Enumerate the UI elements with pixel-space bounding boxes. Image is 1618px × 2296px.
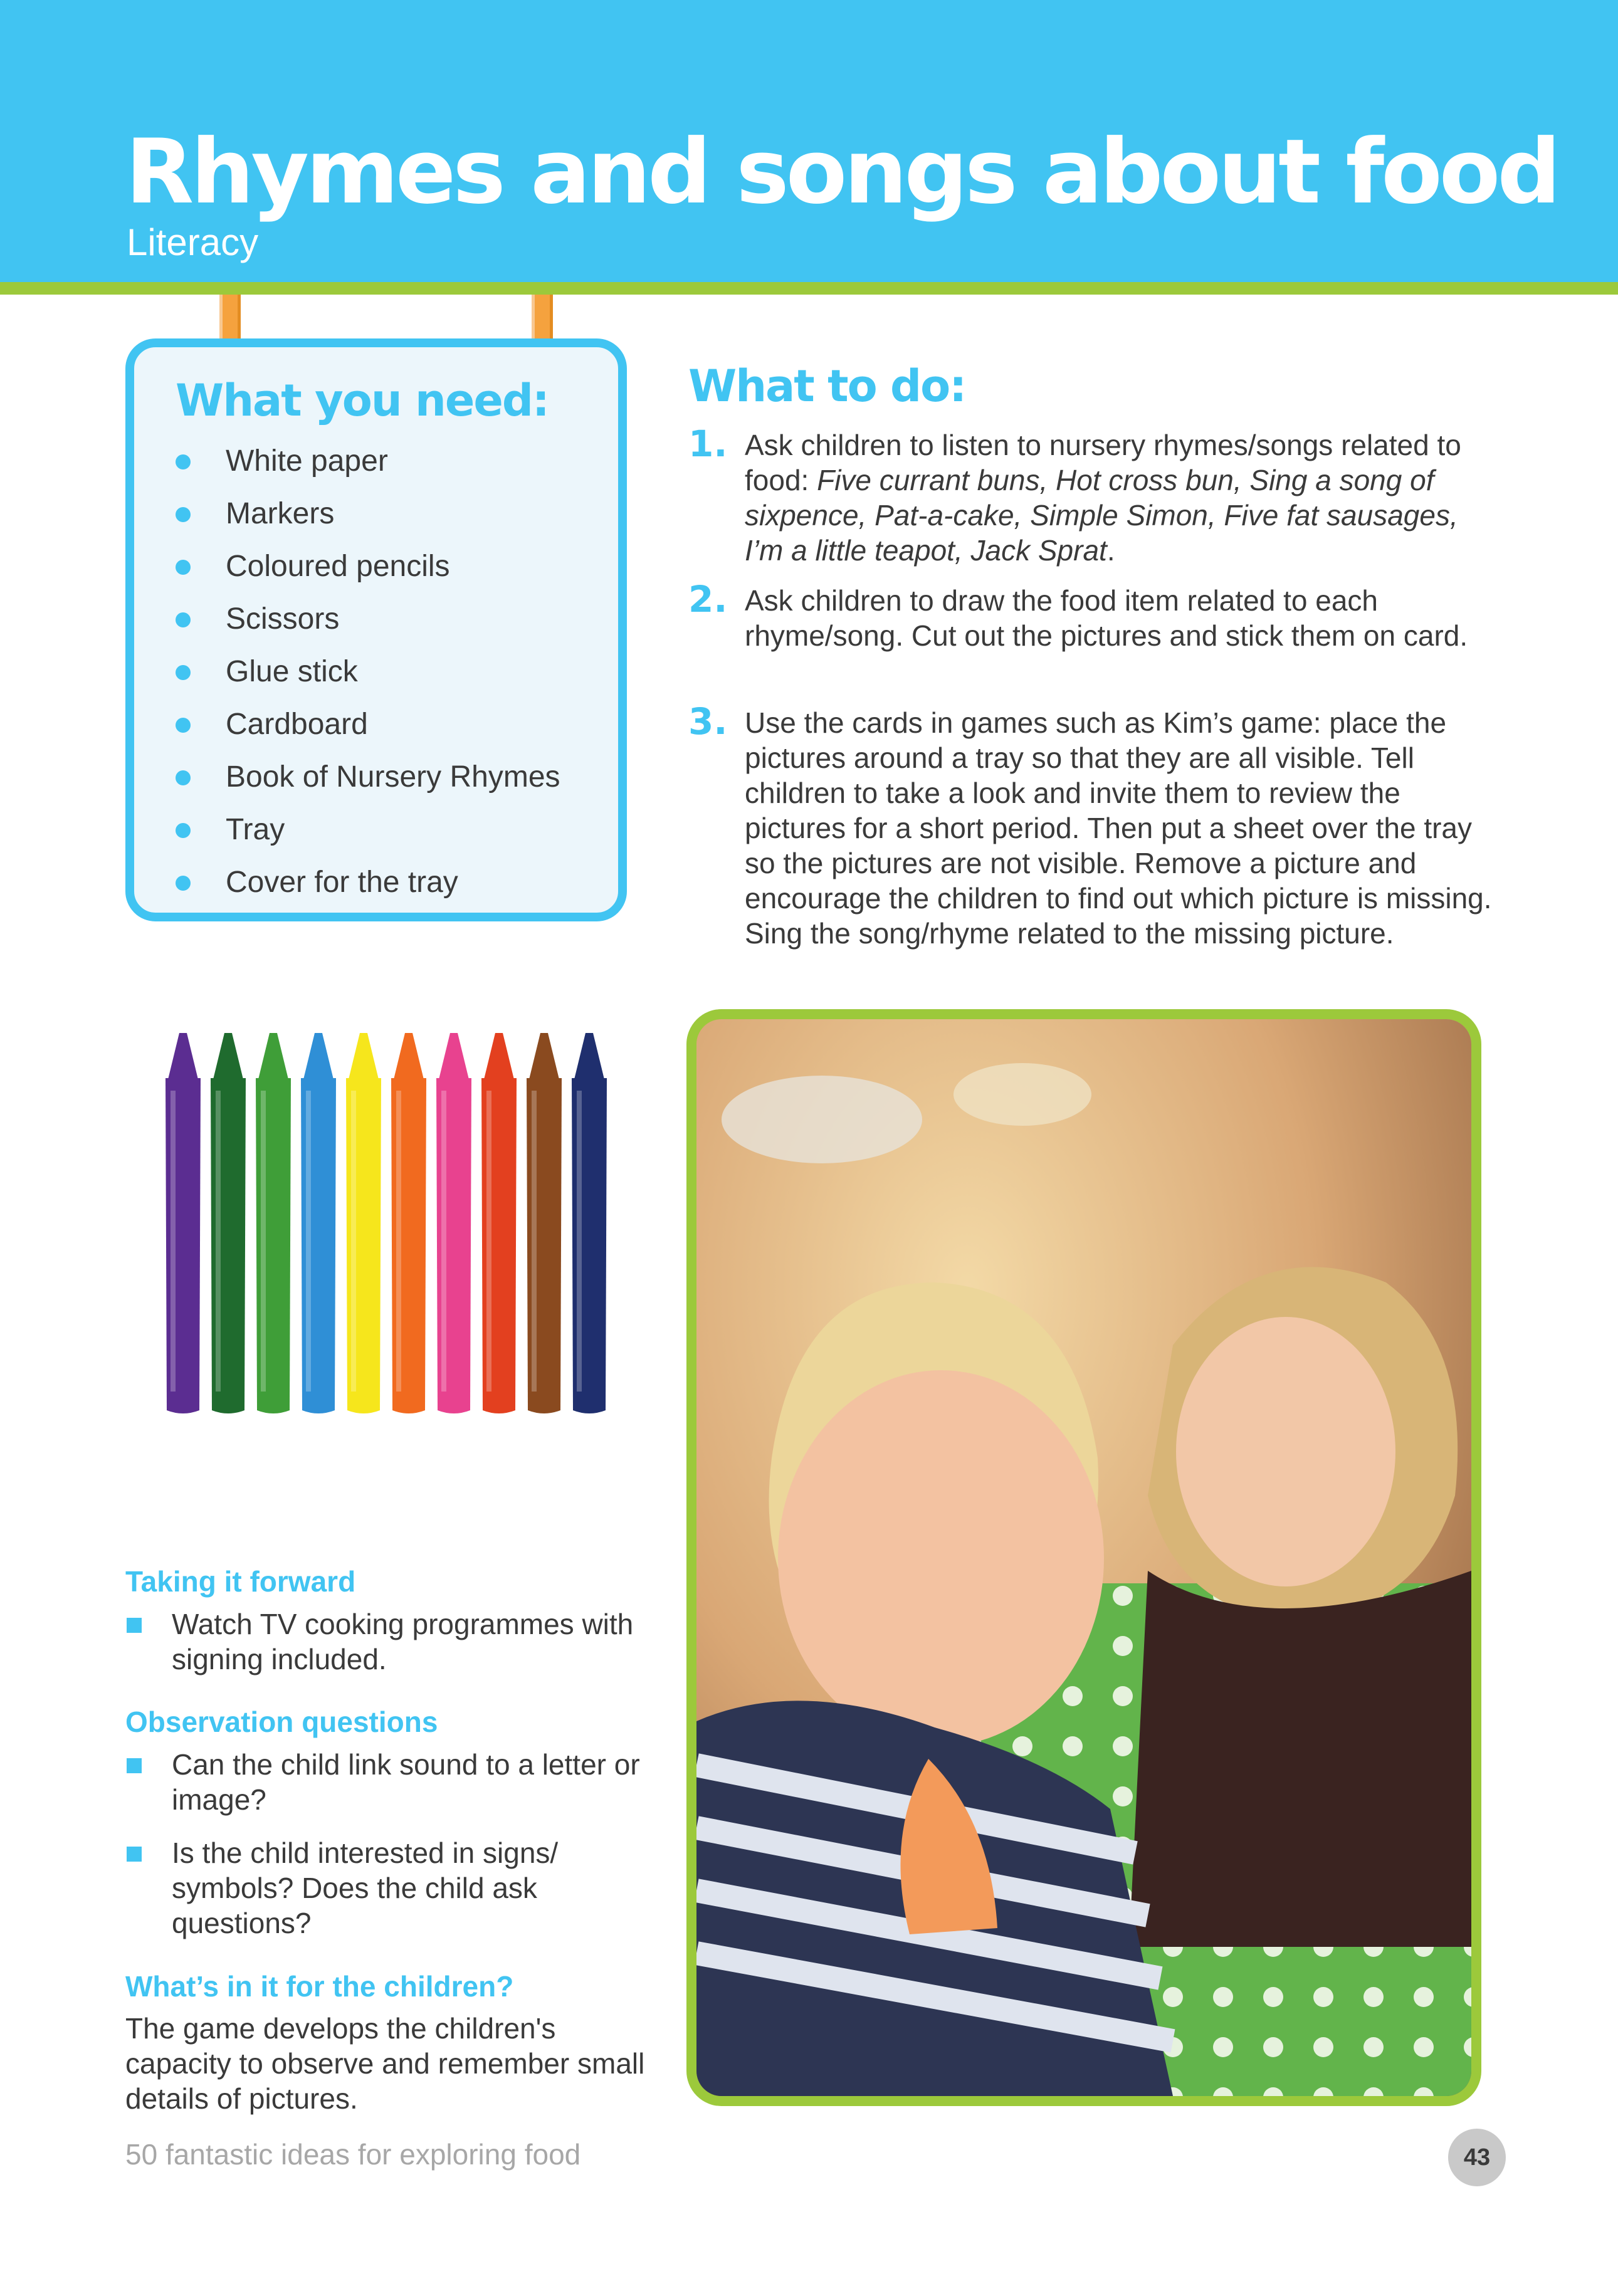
crayon-tip [529, 1033, 559, 1079]
list-item: Tray [176, 804, 560, 856]
crayon-tip [303, 1033, 334, 1079]
page-number-badge: 43 [1448, 2129, 1506, 2186]
crayon-tip [394, 1033, 424, 1079]
crayon-highlight [396, 1091, 401, 1392]
step-3 [688, 700, 1503, 951]
step-number: 3. [688, 700, 728, 743]
taking-it-forward-heading: Taking it forward [125, 1565, 356, 1598]
footer-book-title: 50 fantastic ideas for exploring food [125, 2138, 581, 2171]
crayon-highlight [577, 1091, 582, 1392]
step-number: 1. [688, 422, 728, 465]
bullet-icon [176, 454, 191, 469]
crayon-highlight [306, 1091, 311, 1392]
bullet-icon [176, 718, 191, 733]
what-you-need-heading: What you need: [176, 375, 549, 426]
crayon-tip [574, 1033, 604, 1079]
step-1 [688, 422, 1503, 568]
list-item: Watch TV cooking programmes with signing included. [125, 1607, 646, 1677]
bullet-icon [176, 665, 191, 680]
list-item: Coloured pencils [176, 540, 560, 593]
crayon-highlight [216, 1091, 221, 1392]
photo-illustration [696, 1019, 1471, 2096]
list-item: White paper [176, 435, 560, 488]
list-item: Scissors [176, 593, 560, 646]
crayon-tip [258, 1033, 288, 1079]
bullet-icon [176, 823, 191, 838]
list-item: Book of Nursery Rhymes [176, 751, 560, 804]
crayon-tip [349, 1033, 379, 1079]
bullet-icon [176, 770, 191, 785]
page-title: Rhymes and songs about food [125, 120, 1558, 224]
bullet-icon [176, 876, 191, 891]
page-subtitle: Literacy [127, 221, 259, 263]
what-to-do-heading: What to do: [688, 360, 966, 412]
list-item: Cover for the tray [176, 856, 560, 909]
crayon-tip [168, 1033, 198, 1079]
crayon-highlight [351, 1091, 356, 1392]
observation-questions-heading: Observation questions [125, 1706, 438, 1738]
whats-in-it-text: The game develops the children's capacity to observe and remember small details of pictures. [125, 2012, 645, 2115]
crayon-highlight [171, 1091, 176, 1392]
bullet-icon [176, 507, 191, 522]
list-item: Can the child link sound to a letter or image? [125, 1747, 646, 1817]
header-banner [0, 0, 1618, 282]
list-item: Glue stick [176, 646, 560, 698]
square-bullet-icon [127, 1847, 142, 1862]
step-text: Ask children to draw the food item related to each rhyme/song. Cut out the pictures and stick them on card. [745, 584, 1468, 652]
square-bullet-icon [127, 1758, 142, 1773]
step-2 [688, 578, 1503, 653]
crayon-highlight [441, 1091, 446, 1392]
header-stripe [0, 282, 1618, 295]
crayon-tip [439, 1033, 469, 1079]
step-number: 2. [688, 578, 728, 621]
children-photo [686, 1009, 1481, 2106]
step-text: Use the cards in games such as Kim’s game: place the pictures around a tray so that they are all visible. Tell children to take a look and invite them to review the pictures for a short period. Then put a sheet over the tray so the pictures are not visible. Remove a picture and encourage the children to find out which picture is missing. Sing the song/rhyme related to the missing picture. [745, 706, 1492, 950]
bullet-icon [176, 612, 191, 627]
bullet-icon [176, 560, 191, 575]
what-you-need-box [125, 338, 627, 921]
crayon-highlight [486, 1091, 491, 1392]
square-bullet-icon [127, 1618, 142, 1633]
crayon-highlight [532, 1091, 537, 1392]
crayons-illustration [157, 1028, 621, 1429]
list-item: Is the child interested in signs/ symbols? Does the child ask questions? [125, 1835, 646, 1941]
needs-list [176, 435, 560, 909]
crayon-tip [213, 1033, 243, 1079]
whats-in-it-heading: What’s in it for the children? [125, 1970, 514, 2003]
crayon-tip [484, 1033, 514, 1079]
list-item: Markers [176, 488, 560, 540]
list-item: Cardboard [176, 698, 560, 751]
crayon-highlight [261, 1091, 266, 1392]
step-text: Ask children to listen to nursery rhymes/songs related to food: Five currant buns, Hot cross bun, Sing a song of sixpence, Pat-a-cake, Simple Simon, Five fat sausages, I’m a little teapot, Jack Sprat. [745, 429, 1461, 567]
